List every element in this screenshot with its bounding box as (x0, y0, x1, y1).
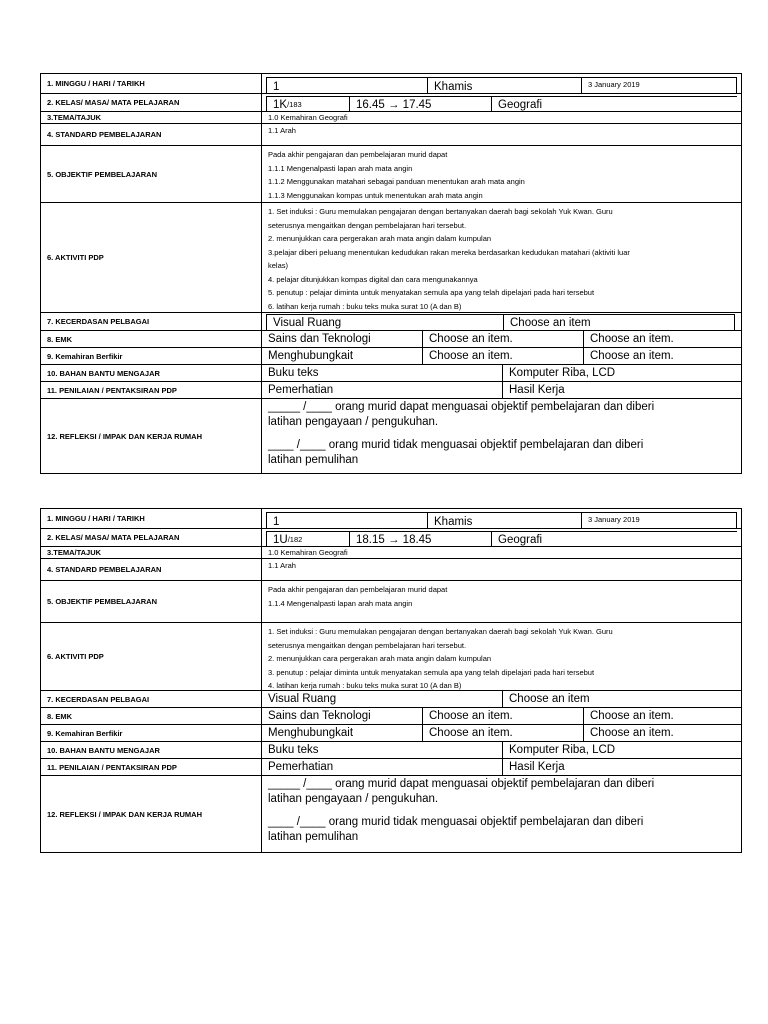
label-kelas: 2. KELAS/ MASA/ MATA PELAJARAN (41, 94, 262, 111)
kemahiran-select-3[interactable]: Choose an item. (583, 725, 741, 741)
label-standard: 4. STANDARD PEMBELAJARAN (41, 559, 262, 580)
row-penilaian (41, 381, 741, 398)
aktiviti-line: seterusnya mengaitkan dengan pembelajaran hari tersebut. (268, 640, 467, 650)
objektif-line: Pada akhir pengajaran dan pembelajaran murid dapat (268, 150, 448, 159)
penilaian-field-1[interactable]: Pemerhatian (268, 761, 334, 773)
row-penilaian (41, 758, 741, 775)
label-refleksi: 12. REFLEKSI / IMPAK DAN KERJA RUMAH (41, 776, 262, 852)
aktiviti-line: 5. penutup : pelajar diminta untuk menyatakan semula apa yang telah dipelajari pada hari tersebut (268, 288, 595, 297)
aktiviti-line: 4. pelajar ditunjukkan kompas digital dan cara mengunakannya (268, 274, 478, 284)
row-tema (41, 546, 741, 558)
label-objektif: 5. OBJEKTIF PEMBELAJARAN (41, 581, 262, 622)
row-kelas (41, 93, 741, 111)
aktiviti-line: 2. menunjukkan cara pergerakan arah mata angin dalam kumpulan (268, 234, 492, 243)
label-kecerdasan: 7. KECERDASAN PELBAGAI (41, 313, 262, 330)
refleksi-line: _____ /____ orang murid dapat menguasai objektif pembelajaran dan diberi (268, 401, 655, 413)
emk-select-1[interactable]: Sains dan Teknologi (268, 333, 371, 345)
row-objektif (41, 145, 741, 202)
kelas-sub-text: /182 (287, 535, 303, 544)
objektif-line: 1.1.2 Menggunakan matahari sebagai panduan menentukan arah mata angin (268, 177, 525, 186)
penilaian-field-2[interactable]: Hasil Kerja (502, 759, 741, 775)
emk-select-3[interactable]: Choose an item. (583, 331, 741, 347)
penilaian-field-2[interactable]: Hasil Kerja (502, 382, 741, 398)
objektif-line: Pada akhir pengajaran dan pembelajaran murid dapat (268, 585, 448, 594)
bahan-field-1[interactable]: Buku teks (268, 744, 319, 756)
aktiviti-line: 6. latihan kerja rumah : buku teks muka surat 10 (A dan B) (268, 301, 462, 311)
kecerdasan-select-1[interactable]: Visual Ruang (268, 693, 337, 705)
standard-field[interactable]: 1.1 Arah (268, 126, 296, 135)
tarikh-text: 3 January 2019 (588, 515, 640, 524)
label-minggu: 1. MINGGU / HARI / TARIKH (41, 509, 262, 528)
kelas-sub-text: /183 (287, 100, 302, 109)
row-refleksi (41, 398, 741, 473)
kemahiran-select-1[interactable]: Menghubungkait (268, 727, 354, 739)
row-standard (41, 558, 741, 580)
label-penilaian: 11. PENILAIAN / PENTAKSIRAN PDP (41, 759, 262, 775)
row-bahan (41, 741, 741, 758)
aktiviti-line: kelas) (268, 261, 289, 270)
row-refleksi (41, 775, 741, 852)
refleksi-line: latihan pengayaan / pengukuhan. (268, 416, 439, 428)
refleksi-line: ____ /____ orang murid tidak menguasai objektif pembelajaran dan diberi (268, 816, 644, 828)
row-bahan (41, 364, 741, 381)
objektif-line: 1.1.3 Menggunakan kompas untuk menentukan arah mata angin (268, 190, 483, 200)
label-penilaian: 11. PENILAIAN / PENTAKSIRAN PDP (41, 382, 262, 398)
emk-select-2[interactable]: Choose an item. (422, 331, 583, 347)
refleksi-line: _____ /____ orang murid dapat menguasai objektif pembelajaran dan diberi (268, 778, 655, 790)
row-minggu (41, 74, 741, 93)
row-emk (41, 330, 741, 347)
minggu-field[interactable]: 1 (266, 512, 428, 528)
label-bahan: 10. BAHAN BANTU MENGAJAR (41, 742, 262, 758)
row-tema (41, 111, 741, 123)
subjek-field[interactable]: Geografi (492, 96, 737, 111)
label-refleksi: 12. REFLEKSI / IMPAK DAN KERJA RUMAH (41, 399, 262, 473)
label-emk: 8. EMK (41, 708, 262, 724)
label-minggu: 1. MINGGU / HARI / TARIKH (41, 74, 262, 93)
refleksi-line: ____ /____ orang murid tidak menguasai objektif pembelajaran dan diberi (268, 439, 644, 451)
label-kelas: 2. KELAS/ MASA/ MATA PELAJARAN (41, 529, 262, 546)
subjek-field[interactable]: Geografi (492, 531, 737, 546)
tarikh-field[interactable] (582, 512, 737, 528)
kelas-field[interactable] (266, 96, 350, 111)
aktiviti-line: 1. Set induksi : Guru memulakan pengajaran dengan bertanyakan daerah bagi sekolah Yuk Kwan. Guru (268, 627, 613, 636)
aktiviti-field[interactable] (262, 203, 741, 312)
emk-select-1[interactable]: Sains dan Teknologi (268, 710, 371, 722)
aktiviti-line: 3.pelajar diberi peluang menentukan kedudukan rakan mereka berdasarkan kedudukan matahari (aktiviti luar (268, 247, 630, 257)
row-kecerdasan (41, 312, 741, 330)
bahan-field-1[interactable]: Buku teks (268, 367, 319, 379)
lesson-plan-table (40, 508, 742, 853)
label-objektif: 5. OBJEKTIF PEMBELAJARAN (41, 146, 262, 202)
objektif-field[interactable] (262, 146, 741, 202)
aktiviti-line: 3. penutup : pelajar diminta untuk menyatakan semula apa yang telah dipelajari pada hari tersebut (268, 667, 595, 677)
kecerdasan-select-2[interactable]: Choose an item (504, 314, 735, 330)
row-kemahiran (41, 724, 741, 741)
label-standard: 4. STANDARD PEMBELAJARAN (41, 124, 262, 145)
hari-field[interactable]: Khamis (428, 77, 582, 93)
refleksi-line: latihan pengayaan / pengukuhan. (268, 793, 439, 805)
row-minggu (41, 509, 741, 528)
label-tema: 3.TEMA/TAJUK (41, 547, 262, 558)
objektif-field[interactable] (262, 581, 741, 622)
minggu-field[interactable]: 1 (266, 77, 428, 93)
label-tema: 3.TEMA/TAJUK (41, 112, 262, 123)
row-aktiviti (41, 202, 741, 312)
objektif-line: 1.1.4 Mengenalpasti lapan arah mata angin (268, 598, 413, 608)
hari-field[interactable]: Khamis (428, 512, 582, 528)
label-emk: 8. EMK (41, 331, 262, 347)
standard-field[interactable]: 1.1 Arah (268, 561, 296, 570)
kelas-main-text: 1K (273, 98, 288, 111)
refleksi-field[interactable] (262, 776, 741, 852)
kemahiran-select-2[interactable]: Choose an item. (422, 348, 583, 364)
emk-select-3[interactable]: Choose an item. (583, 708, 741, 724)
label-aktiviti: 6. AKTIVITI PDP (41, 623, 262, 690)
objektif-line: 1.1.1 Mengenalpasti lapan arah mata angin (268, 163, 413, 173)
kecerdasan-select-1[interactable]: Visual Ruang (266, 314, 504, 330)
refleksi-field[interactable] (262, 399, 741, 473)
masa-field[interactable]: 16.45 → 17.45 (350, 96, 492, 111)
aktiviti-line: seterusnya mengaitkan dengan pembelajaran hari tersebut. (268, 220, 467, 230)
penilaian-field-1[interactable]: Pemerhatian (268, 384, 334, 396)
row-objektif (41, 580, 741, 622)
label-kecerdasan: 7. KECERDASAN PELBAGAI (41, 691, 262, 707)
aktiviti-line: 1. Set induksi : Guru memulakan pengajaran dengan bertanyakan daerah bagi sekolah Yuk Kwan. Guru (268, 207, 613, 216)
row-aktiviti (41, 622, 741, 690)
row-kelas (41, 528, 741, 546)
tema-field[interactable]: 1.0 Kemahiran Geografi (268, 548, 348, 557)
row-kecerdasan (41, 690, 741, 707)
bahan-field-2[interactable]: Komputer Riba, LCD (502, 742, 741, 758)
kecerdasan-select-2[interactable]: Choose an item (502, 691, 741, 707)
kemahiran-select-2[interactable]: Choose an item. (422, 725, 583, 741)
label-kemahiran: 9. Kemahiran Berfikir (41, 725, 262, 741)
label-aktiviti: 6. AKTIVITI PDP (41, 203, 262, 312)
tarikh-field[interactable] (582, 77, 737, 93)
kelas-main-text: 1U (273, 533, 288, 546)
bahan-field-2[interactable]: Komputer Riba, LCD (502, 365, 741, 381)
kemahiran-select-1[interactable]: Menghubungkait (268, 350, 354, 362)
aktiviti-line: 4. latihan kerja rumah : buku teks muka surat 10 (A dan B) (268, 681, 462, 690)
refleksi-line: latihan pemulihan (268, 831, 359, 843)
label-kemahiran: 9. Kemahiran Berfikir (41, 348, 262, 364)
refleksi-line: latihan pemulihan (268, 454, 359, 466)
kelas-field[interactable] (266, 531, 350, 546)
tema-field[interactable]: 1.0 Kemahiran Geografi (268, 113, 348, 122)
row-standard (41, 123, 741, 145)
masa-field[interactable]: 18.15 → 18.45 (350, 531, 492, 546)
aktiviti-field[interactable] (262, 623, 741, 690)
row-emk (41, 707, 741, 724)
lesson-plan-table (40, 73, 742, 474)
kemahiran-select-3[interactable]: Choose an item. (583, 348, 741, 364)
row-kemahiran (41, 347, 741, 364)
emk-select-2[interactable]: Choose an item. (422, 708, 583, 724)
label-bahan: 10. BAHAN BANTU MENGAJAR (41, 365, 262, 381)
tarikh-text: 3 January 2019 (588, 80, 640, 89)
aktiviti-line: 2. menunjukkan cara pergerakan arah mata angin dalam kumpulan (268, 654, 492, 663)
